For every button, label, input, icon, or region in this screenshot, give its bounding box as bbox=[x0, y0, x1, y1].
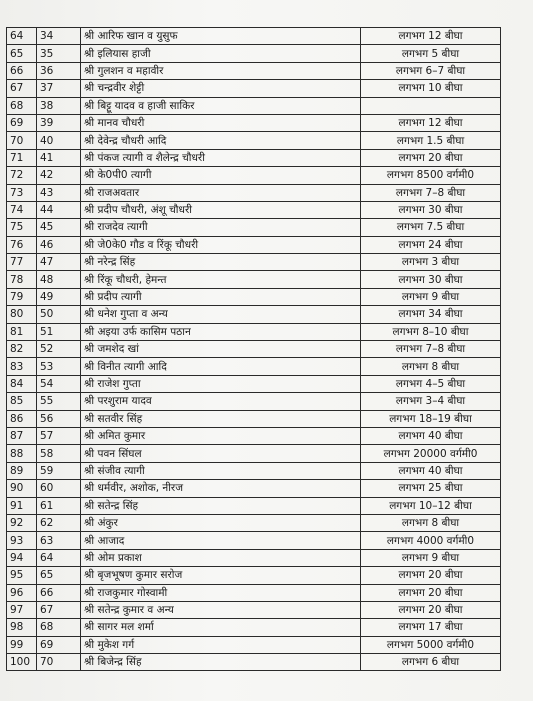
entry-number-cell: 36 bbox=[37, 62, 81, 79]
serial-number-cell: 96 bbox=[7, 584, 37, 601]
name-cell: श्री रिंकू चौधरी, हेमन्त bbox=[81, 271, 361, 288]
area-cell: लगभग 17 बीघा bbox=[361, 619, 501, 636]
name-cell: श्री देवेन्द्र चौधरी आदि bbox=[81, 132, 361, 149]
table-row bbox=[7, 601, 501, 618]
entry-number-cell: 60 bbox=[37, 480, 81, 497]
area-cell: लगभग 4–5 बीघा bbox=[361, 375, 501, 392]
entry-number-cell: 45 bbox=[37, 219, 81, 236]
name-cell: श्री इलियास हाजी bbox=[81, 45, 361, 62]
area-cell: लगभग 4000 वर्गमी0 bbox=[361, 532, 501, 549]
serial-number-cell: 75 bbox=[7, 219, 37, 236]
name-cell: श्री सतेन्द्र सिंह bbox=[81, 497, 361, 514]
serial-number-cell: 97 bbox=[7, 601, 37, 618]
serial-number-cell: 94 bbox=[7, 549, 37, 566]
serial-number-cell: 100 bbox=[7, 654, 37, 671]
serial-number-cell: 95 bbox=[7, 567, 37, 584]
name-cell: श्री धर्मवीर, अशोक, नीरज bbox=[81, 480, 361, 497]
area-cell: लगभग 9 बीघा bbox=[361, 288, 501, 305]
name-cell: श्री बिजेन्द्र सिंह bbox=[81, 654, 361, 671]
serial-number-cell: 66 bbox=[7, 62, 37, 79]
serial-number-cell: 89 bbox=[7, 462, 37, 479]
area-cell: लगभग 34 बीघा bbox=[361, 306, 501, 323]
serial-number-cell: 86 bbox=[7, 410, 37, 427]
area-cell: लगभग 7–8 बीघा bbox=[361, 184, 501, 201]
area-cell: लगभग 6 बीघा bbox=[361, 654, 501, 671]
name-cell: श्री राजेश गुप्ता bbox=[81, 375, 361, 392]
entry-number-cell: 42 bbox=[37, 167, 81, 184]
name-cell: श्री जमशेद खां bbox=[81, 341, 361, 358]
table-row bbox=[7, 62, 501, 79]
name-cell: श्री अइया उर्फ कासिम पठान bbox=[81, 323, 361, 340]
name-cell: श्री चन्द्रवीर शेट्टी bbox=[81, 80, 361, 97]
serial-number-cell: 85 bbox=[7, 393, 37, 410]
table-row bbox=[7, 514, 501, 531]
name-cell: श्री जे0के0 गौड व रिंकू चौधरी bbox=[81, 236, 361, 253]
table-row bbox=[7, 132, 501, 149]
entry-number-cell: 68 bbox=[37, 619, 81, 636]
entry-number-cell: 52 bbox=[37, 341, 81, 358]
name-cell: श्री आजाद bbox=[81, 532, 361, 549]
entry-number-cell: 49 bbox=[37, 288, 81, 305]
table-row bbox=[7, 567, 501, 584]
area-cell: लगभग 1.5 बीघा bbox=[361, 132, 501, 149]
entry-number-cell: 64 bbox=[37, 549, 81, 566]
entry-number-cell: 41 bbox=[37, 149, 81, 166]
table-row bbox=[7, 45, 501, 62]
serial-number-cell: 80 bbox=[7, 306, 37, 323]
area-cell: लगभग 8–10 बीघा bbox=[361, 323, 501, 340]
entry-number-cell: 44 bbox=[37, 201, 81, 218]
name-cell: श्री अमित कुमार bbox=[81, 427, 361, 444]
table-row bbox=[7, 375, 501, 392]
serial-number-cell: 72 bbox=[7, 167, 37, 184]
serial-number-cell: 65 bbox=[7, 45, 37, 62]
table-row bbox=[7, 654, 501, 671]
table-row bbox=[7, 358, 501, 375]
entry-number-cell: 53 bbox=[37, 358, 81, 375]
table-row bbox=[7, 306, 501, 323]
entry-number-cell: 55 bbox=[37, 393, 81, 410]
table-row bbox=[7, 80, 501, 97]
name-cell: श्री राजकुमार गोस्वामी bbox=[81, 584, 361, 601]
entry-number-cell: 67 bbox=[37, 601, 81, 618]
table-row bbox=[7, 427, 501, 444]
entry-number-cell: 56 bbox=[37, 410, 81, 427]
area-cell: लगभग 40 बीघा bbox=[361, 462, 501, 479]
area-cell: लगभग 20 बीघा bbox=[361, 149, 501, 166]
serial-number-cell: 84 bbox=[7, 375, 37, 392]
table-body bbox=[7, 28, 501, 671]
entry-number-cell: 58 bbox=[37, 445, 81, 462]
name-cell: श्री बृजभूषण कुमार सरोज bbox=[81, 567, 361, 584]
name-cell: श्री संजीव त्यागी bbox=[81, 462, 361, 479]
area-cell: लगभग 40 बीघा bbox=[361, 427, 501, 444]
area-cell: लगभग 24 बीघा bbox=[361, 236, 501, 253]
area-cell: लगभग 9 बीघा bbox=[361, 549, 501, 566]
area-cell: लगभग 8500 वर्गमी0 bbox=[361, 167, 501, 184]
name-cell: श्री पंकज त्यागी व शैलेन्द्र चौधरी bbox=[81, 149, 361, 166]
entry-number-cell: 48 bbox=[37, 271, 81, 288]
area-cell: लगभग 20 बीघा bbox=[361, 601, 501, 618]
name-cell: श्री आरिफ खान व युसुफ bbox=[81, 28, 361, 45]
entry-number-cell: 46 bbox=[37, 236, 81, 253]
serial-number-cell: 93 bbox=[7, 532, 37, 549]
name-cell: श्री बिट्टू यादव व हाजी साकिर bbox=[81, 97, 361, 114]
serial-number-cell: 87 bbox=[7, 427, 37, 444]
area-cell: लगभग 20 बीघा bbox=[361, 567, 501, 584]
name-cell: श्री के0पी0 त्यागी bbox=[81, 167, 361, 184]
name-cell: श्री विनीत त्यागी आदि bbox=[81, 358, 361, 375]
serial-number-cell: 69 bbox=[7, 114, 37, 131]
serial-number-cell: 77 bbox=[7, 254, 37, 271]
entry-number-cell: 34 bbox=[37, 28, 81, 45]
entry-number-cell: 59 bbox=[37, 462, 81, 479]
name-cell: श्री धनेश गुप्ता व अन्य bbox=[81, 306, 361, 323]
table-row bbox=[7, 271, 501, 288]
serial-number-cell: 83 bbox=[7, 358, 37, 375]
table-row bbox=[7, 462, 501, 479]
name-cell: श्री प्रदीप त्यागी bbox=[81, 288, 361, 305]
serial-number-cell: 92 bbox=[7, 514, 37, 531]
table-row bbox=[7, 201, 501, 218]
name-cell: श्री अंकुर bbox=[81, 514, 361, 531]
serial-number-cell: 68 bbox=[7, 97, 37, 114]
entry-number-cell: 35 bbox=[37, 45, 81, 62]
entry-number-cell: 43 bbox=[37, 184, 81, 201]
table-row bbox=[7, 28, 501, 45]
entry-number-cell: 40 bbox=[37, 132, 81, 149]
entry-number-cell: 50 bbox=[37, 306, 81, 323]
table-row bbox=[7, 549, 501, 566]
serial-number-cell: 67 bbox=[7, 80, 37, 97]
area-cell: लगभग 18–19 बीघा bbox=[361, 410, 501, 427]
area-cell: लगभग 30 बीघा bbox=[361, 201, 501, 218]
name-cell: श्री गुलशन व महावीर bbox=[81, 62, 361, 79]
entry-number-cell: 65 bbox=[37, 567, 81, 584]
serial-number-cell: 88 bbox=[7, 445, 37, 462]
entry-number-cell: 51 bbox=[37, 323, 81, 340]
table-row bbox=[7, 636, 501, 653]
table-row bbox=[7, 445, 501, 462]
area-cell: लगभग 10 बीघा bbox=[361, 80, 501, 97]
area-cell: लगभग 5000 वर्गमी0 bbox=[361, 636, 501, 653]
name-cell: श्री राजअवतार bbox=[81, 184, 361, 201]
table-row bbox=[7, 254, 501, 271]
name-cell: श्री प्रदीप चौधरी, अंशू चौधरी bbox=[81, 201, 361, 218]
serial-number-cell: 98 bbox=[7, 619, 37, 636]
table-row bbox=[7, 410, 501, 427]
entry-number-cell: 54 bbox=[37, 375, 81, 392]
name-cell: श्री पवन सिंघल bbox=[81, 445, 361, 462]
area-cell: लगभग 20 बीघा bbox=[361, 584, 501, 601]
table-row bbox=[7, 480, 501, 497]
name-cell: श्री नरेन्द्र सिंह bbox=[81, 254, 361, 271]
area-cell: लगभग 7–8 बीघा bbox=[361, 341, 501, 358]
entry-number-cell: 69 bbox=[37, 636, 81, 653]
table-row bbox=[7, 184, 501, 201]
table-row bbox=[7, 532, 501, 549]
name-cell: श्री ओम प्रकाश bbox=[81, 549, 361, 566]
entry-number-cell: 37 bbox=[37, 80, 81, 97]
table-row bbox=[7, 97, 501, 114]
name-cell: श्री सतेन्द्र कुमार व अन्य bbox=[81, 601, 361, 618]
serial-number-cell: 91 bbox=[7, 497, 37, 514]
area-cell: लगभग 8 बीघा bbox=[361, 514, 501, 531]
serial-number-cell: 73 bbox=[7, 184, 37, 201]
table-row bbox=[7, 619, 501, 636]
entry-number-cell: 39 bbox=[37, 114, 81, 131]
area-cell: लगभग 8 बीघा bbox=[361, 358, 501, 375]
table-row bbox=[7, 393, 501, 410]
serial-number-cell: 81 bbox=[7, 323, 37, 340]
name-cell: श्री मानव चौधरी bbox=[81, 114, 361, 131]
table-row bbox=[7, 584, 501, 601]
area-cell: लगभग 12 बीघा bbox=[361, 114, 501, 131]
entry-number-cell: 38 bbox=[37, 97, 81, 114]
name-cell: श्री सतवीर सिंह bbox=[81, 410, 361, 427]
serial-number-cell: 82 bbox=[7, 341, 37, 358]
table-row bbox=[7, 323, 501, 340]
entry-number-cell: 63 bbox=[37, 532, 81, 549]
entry-number-cell: 66 bbox=[37, 584, 81, 601]
table-row bbox=[7, 497, 501, 514]
land-holder-table bbox=[6, 27, 501, 671]
area-cell: लगभग 3 बीघा bbox=[361, 254, 501, 271]
table-row bbox=[7, 167, 501, 184]
area-cell: लगभग 30 बीघा bbox=[361, 271, 501, 288]
name-cell: श्री राजदेव त्यागी bbox=[81, 219, 361, 236]
table-row bbox=[7, 288, 501, 305]
entry-number-cell: 62 bbox=[37, 514, 81, 531]
entry-number-cell: 57 bbox=[37, 427, 81, 444]
area-cell: लगभग 10–12 बीघा bbox=[361, 497, 501, 514]
entry-number-cell: 70 bbox=[37, 654, 81, 671]
serial-number-cell: 64 bbox=[7, 28, 37, 45]
area-cell: लगभग 3–4 बीघा bbox=[361, 393, 501, 410]
area-cell: लगभग 6–7 बीघा bbox=[361, 62, 501, 79]
serial-number-cell: 78 bbox=[7, 271, 37, 288]
name-cell: श्री सागर मल शर्मा bbox=[81, 619, 361, 636]
area-cell: लगभग 12 बीघा bbox=[361, 28, 501, 45]
serial-number-cell: 79 bbox=[7, 288, 37, 305]
table-row bbox=[7, 219, 501, 236]
area-cell bbox=[361, 97, 501, 114]
serial-number-cell: 90 bbox=[7, 480, 37, 497]
serial-number-cell: 70 bbox=[7, 132, 37, 149]
table-row bbox=[7, 236, 501, 253]
area-cell: लगभग 25 बीघा bbox=[361, 480, 501, 497]
table-row bbox=[7, 341, 501, 358]
area-cell: लगभग 7.5 बीघा bbox=[361, 219, 501, 236]
serial-number-cell: 74 bbox=[7, 201, 37, 218]
area-cell: लगभग 5 बीघा bbox=[361, 45, 501, 62]
serial-number-cell: 71 bbox=[7, 149, 37, 166]
serial-number-cell: 76 bbox=[7, 236, 37, 253]
area-cell: लगभग 20000 वर्गमी0 bbox=[361, 445, 501, 462]
table-row bbox=[7, 114, 501, 131]
name-cell: श्री परशुराम यादव bbox=[81, 393, 361, 410]
table-row bbox=[7, 149, 501, 166]
serial-number-cell: 99 bbox=[7, 636, 37, 653]
entry-number-cell: 61 bbox=[37, 497, 81, 514]
entry-number-cell: 47 bbox=[37, 254, 81, 271]
name-cell: श्री मुकेश गर्ग bbox=[81, 636, 361, 653]
